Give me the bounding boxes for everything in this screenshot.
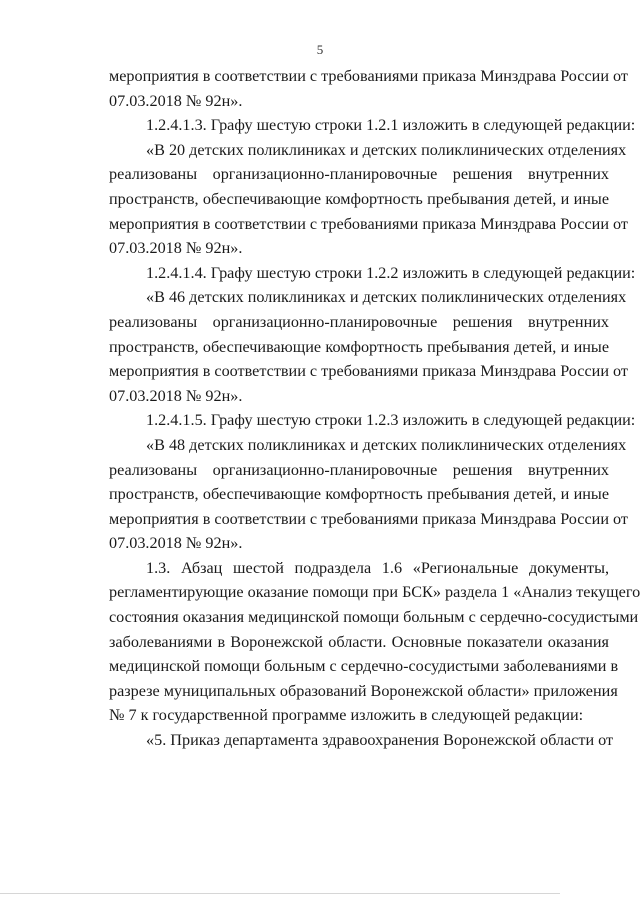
text-line: мероприятия в соответствии с требованиями приказа Минздрава России от — [109, 214, 629, 233]
text-line: № 7 к государственной программе изложить в следующей редакции: — [109, 706, 584, 725]
text-line: 07.03.2018 № 92н». — [109, 386, 243, 405]
text-line: «5. Приказ департамента здравоохранения Воронежской области от — [146, 731, 614, 750]
text-line: «В 20 детских поликлиниках и детских поликлинических отделениях — [146, 140, 627, 159]
text-line: реализованы организационно-планировочные решения внутренних — [109, 165, 609, 184]
footer-rule — [0, 893, 560, 894]
text-line: 1.2.4.1.3. Графу шестую строки 1.2.1 изложить в следующей редакции: — [146, 116, 636, 135]
text-line: заболеваниями в Воронежской области. Основные показатели оказания — [109, 632, 609, 651]
text-line: 07.03.2018 № 92н». — [109, 534, 243, 553]
text-line: мероприятия в соответствии с требованиями приказа Минздрава России от — [109, 509, 629, 528]
text-line: 1.2.4.1.4. Графу шестую строки 1.2.2 изложить в следующей редакции: — [146, 263, 636, 282]
text-line: пространств, обеспечивающие комфортность пребывания детей, и иные — [109, 485, 609, 504]
text-line: разрезе муниципальных образований Воронежской области» приложения — [109, 681, 618, 700]
page-number: 5 — [316, 42, 324, 57]
text-line: медицинской помощи больным с сердечно-сосудистыми заболеваниями в — [109, 657, 619, 676]
text-line: состояния оказания медицинской помощи больным с сердечно-сосудистыми — [109, 608, 639, 627]
text-line: 1.2.4.1.5. Графу шестую строки 1.2.3 изложить в следующей редакции: — [146, 411, 636, 430]
text-line: «В 48 детских поликлиниках и детских поликлинических отделениях — [146, 435, 627, 454]
text-line: 07.03.2018 № 92н». — [109, 91, 243, 110]
text-line: «В 46 детских поликлиниках и детских поликлинических отделениях — [146, 288, 627, 307]
text-line: 1.3. Абзац шестой подраздела 1.6 «Региональные документы, — [146, 558, 609, 577]
document-body — [109, 64, 640, 753]
text-line: мероприятия в соответствии с требованиями приказа Минздрава России от — [109, 362, 629, 381]
text-line: пространств, обеспечивающие комфортность пребывания детей, и иные — [109, 189, 609, 208]
text-line: мероприятия в соответствии с требованиями приказа Минздрава России от — [109, 67, 629, 85]
text-line: реализованы организационно-планировочные решения внутренних — [109, 312, 609, 331]
text-line: реализованы организационно-планировочные решения внутренних — [109, 460, 609, 479]
text-line: регламентирующие оказание помощи при БСК» раздела 1 «Анализ текущего — [109, 583, 640, 602]
text-line: 07.03.2018 № 92н». — [109, 239, 243, 258]
text-line: пространств, обеспечивающие комфортность пребывания детей, и иные — [109, 337, 609, 356]
